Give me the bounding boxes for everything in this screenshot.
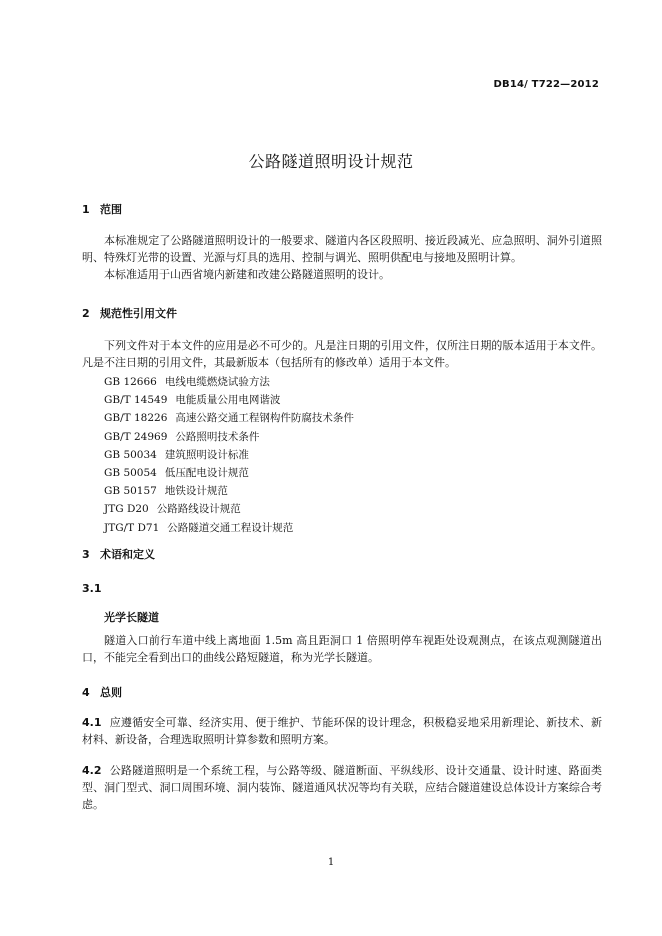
term-title: 光学长隧道 xyxy=(104,611,159,624)
section-heading-terms xyxy=(82,546,155,562)
section-number: 4 xyxy=(82,686,90,699)
list-item xyxy=(104,391,354,409)
list-item xyxy=(104,519,354,537)
reference-title: 公路照明技术条件 xyxy=(175,430,260,443)
reference-code: JTG/T D71 xyxy=(104,521,160,534)
clause-4-1 xyxy=(82,714,602,748)
reference-code: GB/T 14549 xyxy=(104,394,168,407)
section-number: 2 xyxy=(82,307,90,320)
clause-text: 应遵循安全可靠、经济实用、便于维护、节能环保的设计理念，积极稳妥地采用新理论、新技术、新材料、新设备，合理选取照明计算参数和照明方案。 xyxy=(82,716,602,746)
reference-list xyxy=(104,373,354,537)
list-item xyxy=(104,482,354,500)
reference-code: GB/T 18226 xyxy=(104,412,168,425)
list-item xyxy=(104,409,354,427)
section-number: 1 xyxy=(82,203,90,216)
term-definition: 隧道入口前行车道中线上离地面 1.5m 高且距洞口 1 倍照明停车视距处设观测点，在该点观测隧道出口，不能完全看到出口的曲线公路短隧道，称为光学长隧道。 xyxy=(82,634,602,664)
reference-code: GB 50157 xyxy=(104,485,157,498)
reference-code: GB 50054 xyxy=(104,466,157,479)
standard-code: DB14/ T722—2012 xyxy=(493,79,599,90)
list-item xyxy=(104,500,354,518)
clause-number: 4.1 xyxy=(82,716,102,729)
section-heading-general xyxy=(82,684,122,700)
reference-code: JTG D20 xyxy=(104,503,149,516)
list-item xyxy=(104,446,354,464)
section-title: 范围 xyxy=(100,203,122,216)
page-number: 1 xyxy=(327,857,335,868)
section-title: 总则 xyxy=(100,686,122,699)
clause-text: 公路隧道照明是一个系统工程，与公路等级、隧道断面、平纵线形、设计交通量、设计时速、路面类型、洞门型式、洞口周围环境、洞内装饰、隧道通风状况等均有关联，应结合隧道建设总体设计方案综合考虑。 xyxy=(82,764,602,811)
reference-title: 高速公路交通工程钢构件防腐技术条件 xyxy=(175,412,354,425)
scope-paragraph-2: 本标准适用于山西省境内新建和改建公路隧道照明的设计。 xyxy=(104,268,390,281)
reference-code: GB 12666 xyxy=(104,376,157,388)
clause-number: 4.2 xyxy=(82,764,102,777)
reference-title: 公路路线设计规范 xyxy=(156,503,241,516)
clause-4-2 xyxy=(82,762,602,813)
section-title: 术语和定义 xyxy=(100,548,155,561)
reference-title: 电能质量公用电网谐波 xyxy=(175,394,281,407)
section-heading-normative xyxy=(82,305,177,321)
reference-title: 低压配电设计规范 xyxy=(164,466,249,479)
section-title: 规范性引用文件 xyxy=(100,307,177,320)
reference-code: GB 50034 xyxy=(104,448,157,461)
normative-intro: 下列文件对于本文件的应用是必不可少的。凡是注日期的引用文件，仅所注日期的版本适用于本文件。凡是不注日期的引用文件，其最新版本（包括所有的修改单）适用于本文件。 xyxy=(82,339,602,369)
term-number: 3.1 xyxy=(82,582,102,595)
reference-title: 电线电缆燃烧试验方法 xyxy=(164,376,270,388)
section-number: 3 xyxy=(82,548,90,561)
scope-paragraph-1: 本标准规定了公路隧道照明设计的一般要求、隧道内各区段照明、接近段减光、应急照明、洞外引道照明、特殊灯光带的设置、光源与灯具的选用、控制与调光、照明供配电与接地及照明计算。 xyxy=(82,234,602,264)
reference-code: GB/T 24969 xyxy=(104,430,168,443)
list-item xyxy=(104,373,354,391)
list-item xyxy=(104,464,354,482)
reference-title: 地铁设计规范 xyxy=(164,485,228,498)
document-title: 公路隧道照明设计规范 xyxy=(248,152,414,171)
reference-title: 建筑照明设计标准 xyxy=(164,448,249,461)
section-heading-scope xyxy=(82,201,122,217)
reference-title: 公路隧道交通工程设计规范 xyxy=(167,521,294,534)
list-item xyxy=(104,428,354,446)
